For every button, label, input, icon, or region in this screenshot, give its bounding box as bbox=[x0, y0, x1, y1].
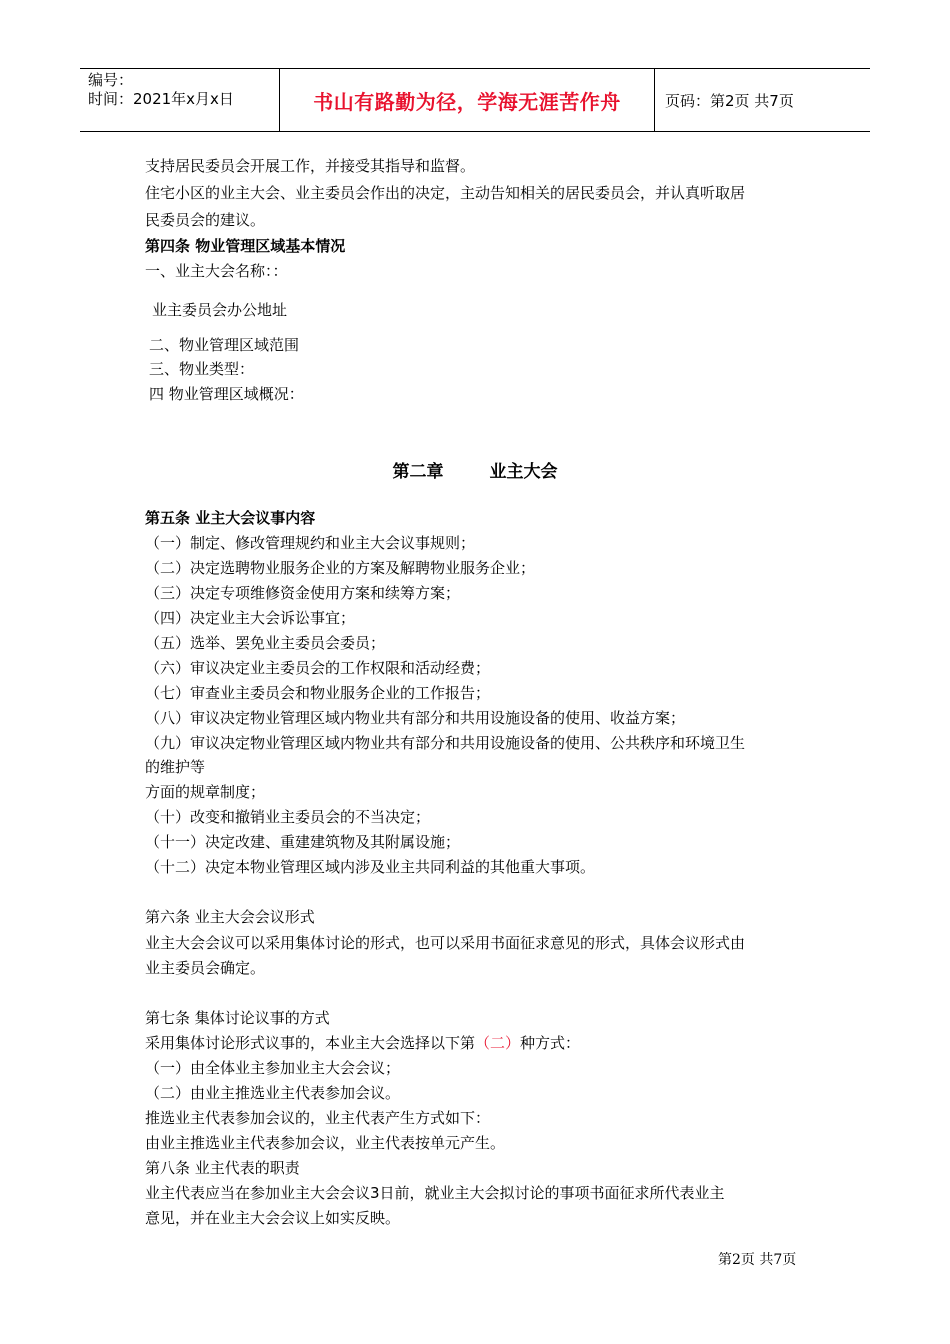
header-page-number: 页码：第2页 共7页 bbox=[665, 91, 794, 110]
list-item: （二）决定选聘物业服务企业的方案及解聘物业服务企业； bbox=[145, 559, 536, 577]
choice-value: （二） bbox=[475, 1034, 521, 1052]
list-item: 三、物业类型： bbox=[149, 360, 255, 378]
page-header bbox=[80, 68, 870, 132]
paragraph-line: 由业主推选业主代表参加会议，业主代表按单元产生。 bbox=[145, 1134, 506, 1152]
list-item: （四）决定业主大会诉讼事宜； bbox=[145, 609, 356, 627]
paragraph-line: 住宅小区的业主大会、业主委员会作出的决定，主动告知相关的居民委员会，并认真听取居 bbox=[145, 184, 746, 202]
choice-suffix: 种方式： bbox=[520, 1034, 581, 1052]
paragraph-line: 推选业主代表参加会议的，业主代表产生方式如下： bbox=[145, 1109, 491, 1127]
paragraph-line: 民委员会的建议。 bbox=[145, 211, 266, 229]
paragraph-line: 业主代表应当在参加业主大会会议3日前，就业主大会拟讨论的事项书面征求所代表业主 bbox=[145, 1184, 725, 1202]
choice-prefix: 采用集体讨论形式议事的，本业主大会选择以下第 bbox=[145, 1034, 476, 1052]
header-motto: 书山有路勤为径，学海无涯苦作舟 bbox=[280, 69, 655, 131]
article-7-title: 第七条 集体讨论议事的方式 bbox=[145, 1009, 330, 1027]
list-item: （一）制定、修改管理规约和业主大会议事规则； bbox=[145, 534, 476, 552]
list-item: （一）由全体业主参加业主大会会议； bbox=[145, 1059, 401, 1077]
list-item: 的维护等 bbox=[145, 758, 206, 776]
article-6-title: 第六条 业主大会会议形式 bbox=[145, 908, 315, 926]
paragraph-line: 支持居民委员会开展工作，并接受其指导和监督。 bbox=[145, 157, 476, 175]
list-item: （七）审查业主委员会和物业服务企业的工作报告； bbox=[145, 684, 491, 702]
list-item: 一、业主大会名称：： bbox=[145, 262, 288, 280]
document-date: 时间：2021年x月x日 bbox=[88, 90, 234, 108]
article-4-title: 第四条 物业管理区域基本情况 bbox=[145, 237, 346, 255]
list-item: （十一）决定改建、重建建筑物及其附属设施； bbox=[145, 833, 461, 851]
list-item: （二）由业主推选业主代表参加会议。 bbox=[145, 1084, 401, 1102]
footer-page-number: 第2页 共7页 bbox=[718, 1252, 797, 1268]
article-5-title: 第五条 业主大会议事内容 bbox=[145, 509, 316, 527]
header-meta bbox=[80, 69, 280, 131]
paragraph-line: 业主委员会确定。 bbox=[145, 959, 266, 977]
article-8-title: 第八条 业主代表的职责 bbox=[145, 1159, 300, 1177]
list-item: （五）选举、罢免业主委员会委员； bbox=[145, 634, 386, 652]
chapter-title: 第二章 业主大会 bbox=[392, 462, 558, 482]
list-item: 二、物业管理区域范围 bbox=[149, 336, 300, 354]
list-item: （三）决定专项维修资金使用方案和续筹方案； bbox=[145, 584, 461, 602]
paragraph-line bbox=[145, 1032, 580, 1053]
paragraph-line: 业主大会会议可以采用集体讨论的形式，也可以采用书面征求意见的形式，具体会议形式由 bbox=[145, 934, 746, 952]
list-item: 方面的规章制度； bbox=[145, 783, 266, 801]
list-item: （八）审议决定物业管理区域内物业共有部分和共用设施设备的使用、收益方案； bbox=[145, 709, 686, 727]
list-item: （十二）决定本物业管理区域内涉及业主共同利益的其他重大事项。 bbox=[145, 858, 596, 876]
list-item: （十）改变和撤销业主委员会的不当决定； bbox=[145, 808, 431, 826]
list-item: （六）审议决定业主委员会的工作权限和活动经费； bbox=[145, 659, 491, 677]
paragraph-line: 意见，并在业主大会会议上如实反映。 bbox=[145, 1209, 401, 1227]
list-item: （九）审议决定物业管理区域内物业共有部分和共用设施设备的使用、公共秩序和环境卫生 bbox=[145, 734, 746, 752]
document-number: 编号： bbox=[88, 71, 134, 89]
list-item: 业主委员会办公地址 bbox=[152, 301, 288, 319]
list-item: 四 物业管理区域概况： bbox=[149, 385, 304, 403]
